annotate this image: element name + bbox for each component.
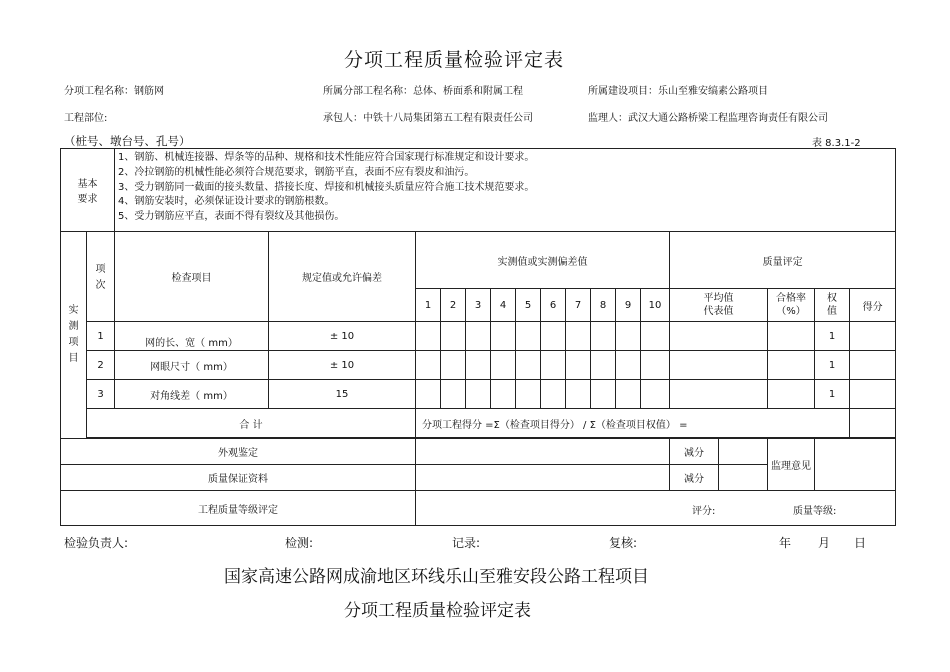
measured-header-row bbox=[61, 232, 896, 289]
total-row bbox=[61, 409, 896, 438]
row-index: 1 bbox=[87, 322, 115, 351]
col-quality-header: 质量评定 bbox=[670, 232, 896, 289]
measure-num: 4 bbox=[491, 289, 516, 322]
row-item: 网的长、宽（ mm） bbox=[115, 322, 269, 351]
deduct-label: 减分 bbox=[670, 465, 719, 491]
measure-num: 3 bbox=[466, 289, 491, 322]
table-number: 表 8.3.1-2 bbox=[812, 138, 861, 149]
measure-num: 2 bbox=[441, 289, 466, 322]
row-weight: 1 bbox=[815, 380, 850, 409]
grade-label: 质量等级: bbox=[793, 506, 837, 517]
row-spec: 15 bbox=[269, 380, 416, 409]
tester-label: 检测: bbox=[285, 536, 314, 550]
measure-num: 6 bbox=[541, 289, 566, 322]
pile-label: （桩号、墩台号、孔号） bbox=[64, 134, 191, 148]
month-label: 月 bbox=[818, 536, 831, 550]
measured-items-side-label: 实 测 项 目 bbox=[61, 232, 87, 439]
contractor: 承包人：中铁十八局集团第五工程有限责任公司 bbox=[323, 113, 533, 124]
appearance-label: 外观鉴定 bbox=[61, 439, 416, 465]
row-spec: ± 10 bbox=[269, 322, 416, 351]
row-item: 网眼尺寸（ mm） bbox=[115, 351, 269, 380]
basic-req-label: 基本 要求 bbox=[61, 149, 115, 232]
row-weight: 1 bbox=[815, 322, 850, 351]
grade-eval-row bbox=[61, 491, 896, 526]
row-spec: ± 10 bbox=[269, 351, 416, 380]
col-weight-header: 权 值 bbox=[815, 289, 850, 322]
measure-num: 9 bbox=[616, 289, 641, 322]
deduct-label: 减分 bbox=[670, 439, 719, 465]
score-formula: 分项工程得分 =Σ（检查项目得分） / Σ（检查项目权值） = bbox=[416, 409, 850, 438]
grade-eval-label: 工程质量等级评定 bbox=[61, 491, 416, 526]
day-label: 日 bbox=[854, 536, 867, 550]
req-item: 4、钢筋安装时，必须保证设计要求的钢筋根数。 bbox=[118, 196, 335, 208]
form-title: 分项工程质量检验评定表 bbox=[344, 601, 531, 621]
parent-project: 所属分部工程名称：总体、桥面系和附属工程 bbox=[323, 86, 523, 97]
measure-num: 7 bbox=[566, 289, 591, 322]
basic-requirements-row bbox=[61, 149, 896, 232]
project-title: 国家高速公路网成渝地区环线乐山至雅安段公路工程项目 bbox=[224, 567, 649, 587]
col-index-header: 项 次 bbox=[87, 232, 115, 322]
table-row bbox=[61, 351, 896, 380]
row-item: 对角线差（ mm） bbox=[115, 380, 269, 409]
req-item: 2、冷拉钢筋的机械性能必须符合规范要求，钢筋平直，表面不应有裂皮和油污。 bbox=[118, 166, 475, 178]
col-measured-header: 实测值或实测偏差值 bbox=[416, 232, 670, 289]
col-score-header: 得分 bbox=[850, 289, 896, 322]
inspector-head-label: 检验负责人: bbox=[64, 536, 129, 550]
score-label: 评分: bbox=[692, 506, 716, 517]
basic-req-text bbox=[115, 149, 896, 232]
table-row bbox=[61, 380, 896, 409]
measure-num: 10 bbox=[641, 289, 670, 322]
supervisor: 监理人：武汉大通公路桥梁工程监理咨询责任有限公司 bbox=[588, 113, 828, 124]
req-item: 3、受力钢筋同一截面的接头数量、搭接长度、焊接和机械接头质量应符合施工技术规范要求。 bbox=[118, 181, 535, 193]
row-weight: 1 bbox=[815, 351, 850, 380]
supervisor-opinion-label: 监理意见 bbox=[768, 439, 815, 491]
subitem-name: 分项工程名称：钢筋网 bbox=[64, 86, 164, 97]
quality-docs-label: 质量保证资料 bbox=[61, 465, 416, 491]
measure-num: 5 bbox=[516, 289, 541, 322]
col-avg-header: 平均值 代表值 bbox=[670, 289, 768, 322]
req-item: 5、受力钢筋应平直，表面不得有裂纹及其他损伤。 bbox=[118, 211, 345, 223]
col-pass-rate-header: 合格率 （%） bbox=[768, 289, 815, 322]
work-location: 工程部位: bbox=[64, 113, 108, 124]
measure-num: 8 bbox=[591, 289, 616, 322]
row-index: 3 bbox=[87, 380, 115, 409]
table-row bbox=[61, 322, 896, 351]
year-label: 年 bbox=[779, 536, 792, 550]
construction-project: 所属建设项目：乐山至雅安缟素公路项目 bbox=[588, 86, 768, 97]
col-item-header: 检查项目 bbox=[115, 232, 269, 322]
reviewer-label: 复核: bbox=[609, 536, 638, 550]
req-item: 1、钢筋、机械连接器、焊条等的品种、规格和技术性能应符合国家现行标准规定和设计要求。 bbox=[118, 152, 535, 163]
col-spec-header: 规定值或允许偏差 bbox=[269, 232, 416, 322]
total-label: 合 计 bbox=[87, 409, 416, 438]
inspection-form-table bbox=[60, 148, 896, 526]
measure-num: 1 bbox=[416, 289, 441, 322]
appearance-row bbox=[61, 439, 896, 465]
recorder-label: 记录: bbox=[452, 536, 481, 550]
row-index: 2 bbox=[87, 351, 115, 380]
document-title: 分项工程质量检验评定表 bbox=[344, 49, 565, 71]
